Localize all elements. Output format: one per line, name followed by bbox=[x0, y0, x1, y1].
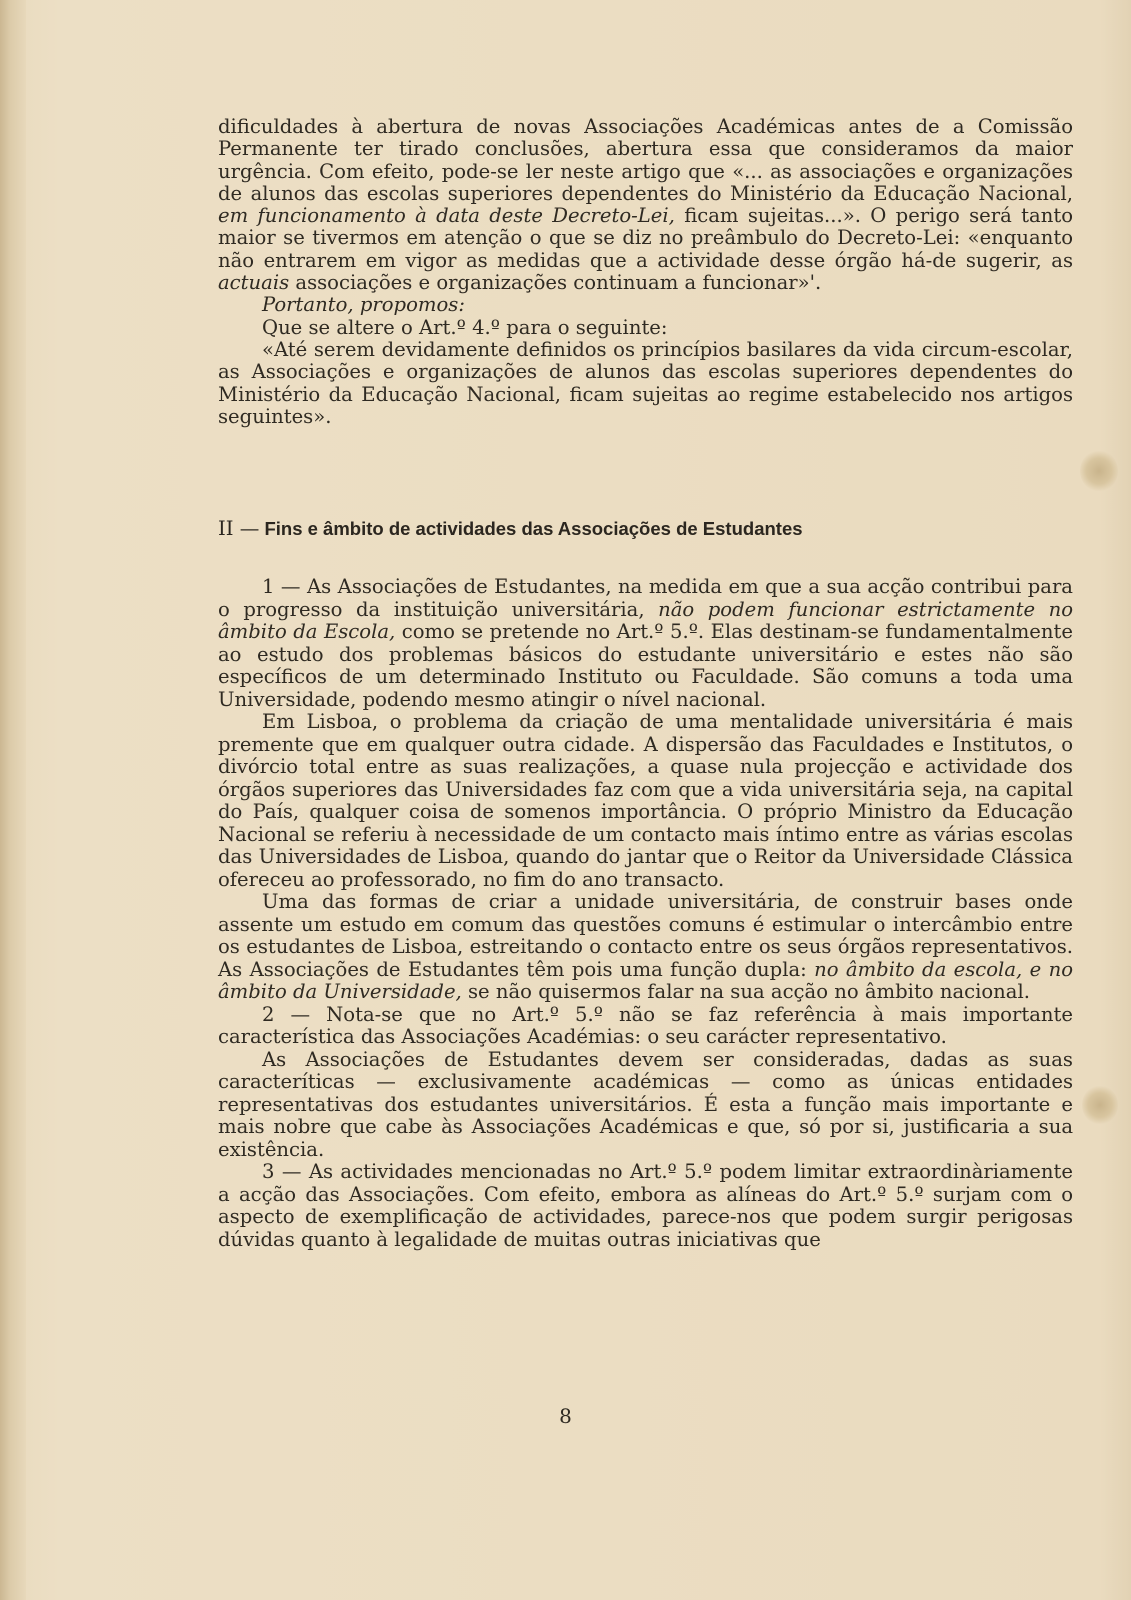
paragraph bbox=[218, 1049, 1073, 1162]
text-run: 1 — As Associações de Estudantes, na medida em que a sua acção contribui para o progresso da instituição universitária, bbox=[218, 575, 1073, 621]
italic-text: Portanto, propomos: bbox=[262, 293, 465, 317]
text-run: 2 — Nota-se que no Art.º 5.º não se faz referência à mais importante característica das Associações Académias: o seu carácter representativo. bbox=[218, 1002, 1073, 1048]
section-title: Fins e âmbito de actividades das Associações de Estudantes bbox=[264, 518, 803, 539]
text-run: dificuldades à abertura de novas Associações Académicas antes de a Comissão Permanente ter tirado conclusões, abertura essa que consideramos da maior urgência. Com efeito, pode-se ler neste artigo que «... as associações e organizações de alunos das escolas superiores dependentes do Ministério da Educação Nacional, bbox=[218, 115, 1073, 205]
section-number: II — bbox=[218, 517, 260, 540]
paragraph bbox=[218, 294, 1073, 316]
section-heading bbox=[218, 517, 1073, 540]
text-run: ficam sujeitas...». O perigo será tanto maior se tivermos em atenção o que se diz no preâmbulo do Decreto-Lei: «enquanto não entrarem em vigor as medidas que a actividade desse órgão há-de sugerir, as bbox=[218, 204, 1073, 272]
paragraph bbox=[218, 891, 1073, 1004]
text-run: As Associações de Estudantes devem ser consideradas, dadas as suas caracteríticas — exclusivamente académicas — como as únicas entidades representativas dos estudantes universitários. É esta a função mais importante e mais nobre que cabe às Associações Académicas e que, só por si, justificaria a sua existência. bbox=[218, 1047, 1073, 1161]
text-run: «Até serem devidamente definidos os princípios basilares da vida circum-escolar, as Associações e organizações de alunos das escolas superiores dependentes do Ministério da Educação Nacional, ficam sujeitas ao regime estabelecido nos artigos seguintes». bbox=[218, 337, 1073, 428]
page-binding-edge bbox=[0, 0, 26, 1600]
paragraph bbox=[218, 339, 1073, 428]
text-run: se não quisermos falar na sua acção no âmbito nacional. bbox=[461, 980, 1030, 1003]
paragraph bbox=[218, 1161, 1073, 1251]
italic-text: não podem funcionar estrictamente no âmbito da Escola, bbox=[218, 597, 1073, 643]
paragraph bbox=[218, 576, 1073, 711]
text-run: Uma das formas de criar a unidade universitária, de construir bases onde assente um estudo em comum das questões comuns é estimular o intercâmbio entre os estudantes de Lisboa, estreitando o contacto entre os seus órgãos representativos. As Associações de Estudantes têm pois uma função dupla: bbox=[218, 890, 1073, 981]
text-run: Que se altere o Art.º 4.º para o seguinte: bbox=[262, 315, 668, 339]
paper-stain bbox=[1080, 450, 1118, 492]
text-run: como se pretende no Art.º 5.º. Elas destinam-se fundamentalmente ao estudo dos problemas básicos do estudante universitário e estes não são específicos de um determinado Instituto ou Faculdade. São comuns a toda uma Universidade, podendo mesmo atingir o nível nacional. bbox=[218, 620, 1073, 711]
body-text-top bbox=[218, 116, 1073, 428]
paragraph bbox=[218, 1004, 1073, 1049]
paper-stain bbox=[1082, 1085, 1118, 1125]
body-text-section bbox=[218, 576, 1073, 1251]
text-run: Em Lisboa, o problema da criação de uma mentalidade universitária é mais premente que em qualquer outra cidade. A dispersão das Faculdades e Institutos, o divórcio total entre as suas realizações, a quase nula projecção e actividade dos órgãos superiores das Universidades faz com que a vida universitária seja, na capital do País, qualquer coisa de somenos importância. O próprio Ministro da Educação Nacional se referiu à necessidade de um contacto mais íntimo entre as várias escolas das Universidades de Lisboa, quando do jantar que o Reitor da Universidade Clássica ofereceu ao professorado, no fim do ano transacto. bbox=[218, 710, 1073, 891]
paragraph bbox=[218, 116, 1073, 294]
italic-text: em funcionamento à data deste Decreto-Lei, bbox=[218, 204, 675, 228]
text-run: associações e organizações continuam a funcionar»'. bbox=[289, 271, 822, 295]
page-number: 8 bbox=[559, 1404, 572, 1428]
paragraph bbox=[218, 317, 1073, 339]
italic-text: actuais bbox=[218, 271, 290, 295]
paragraph bbox=[218, 711, 1073, 891]
italic-text: no âmbito da escola, e no âmbito da Universidade, bbox=[218, 957, 1073, 1003]
text-run: 3 — As actividades mencionadas no Art.º 5.º podem limitar extraordinàriamente a acção das Associações. Com efeito, embora as alíneas do Art.º 5.º surjam com o aspecto de exemplificação de actividades, parece-nos que podem surgir perigosas dúvidas quanto à legalidade de muitas outras iniciativas que bbox=[218, 1160, 1073, 1251]
